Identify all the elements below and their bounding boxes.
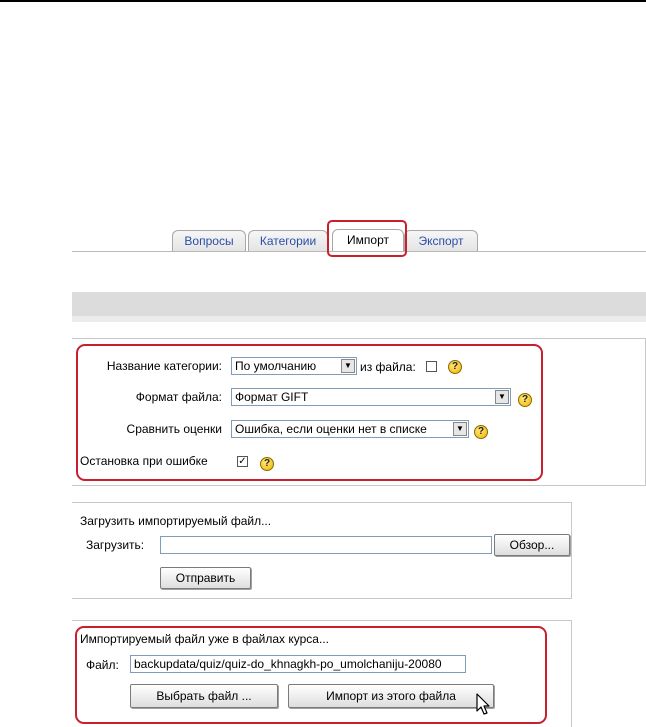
match-grades-select[interactable] (231, 420, 469, 438)
browse-button[interactable]: Обзор... (494, 534, 570, 556)
tab-divider (72, 251, 646, 252)
chevron-down-icon: ▼ (495, 390, 509, 404)
match-grades-label: Сравнить оценки (126, 422, 222, 436)
category-select[interactable] (231, 357, 357, 375)
import-from-file-button[interactable]: Импорт из этого файла (288, 684, 494, 708)
mouse-cursor-icon (476, 693, 492, 717)
help-icon[interactable]: ? (260, 457, 274, 471)
header-bar (72, 292, 646, 316)
header-bar-shadow (72, 316, 646, 322)
chevron-down-icon: ▼ (341, 359, 355, 373)
match-grades-select-value: Ошибка, если оценки нет в списке (235, 422, 427, 436)
upload-heading: Загрузить импортируемый файл... (80, 514, 272, 528)
from-file-label: из файла: (360, 360, 416, 374)
tab-categories[interactable]: Категории (248, 230, 328, 251)
tab-import[interactable]: Импорт (332, 229, 404, 252)
category-select-value: По умолчанию (235, 359, 317, 373)
choose-file-button[interactable]: Выбрать файл ... (130, 684, 278, 708)
match-grades-row (0, 419, 646, 439)
format-row (0, 387, 646, 407)
stop-on-error-row (0, 451, 646, 471)
category-row (0, 356, 646, 376)
category-label: Название категории: (106, 359, 222, 373)
chevron-down-icon: ▼ (453, 422, 467, 436)
format-select-value: Формат GIFT (235, 390, 309, 404)
help-icon[interactable]: ? (448, 360, 462, 374)
course-file-label: Файл: (86, 658, 119, 672)
upload-file-input[interactable] (160, 536, 492, 554)
tab-questions[interactable]: Вопросы (172, 230, 246, 251)
course-file-input[interactable]: backupdata/quiz/quiz-do_khnagkh-po_umolchaniju-20080 (130, 655, 466, 673)
help-icon[interactable]: ? (518, 393, 532, 407)
help-icon[interactable]: ? (474, 425, 488, 439)
tab-bar (0, 226, 646, 256)
upload-label: Загрузить: (86, 538, 145, 552)
submit-button[interactable]: Отправить (160, 567, 251, 589)
tab-export[interactable]: Экспорт (404, 230, 478, 251)
format-label: Формат файла: (135, 390, 222, 404)
course-file-heading: Импортируемый файл уже в файлах курса... (80, 632, 329, 646)
top-border (0, 0, 646, 2)
format-select[interactable] (231, 388, 511, 406)
stop-on-error-label: Остановка при ошибке (80, 454, 208, 468)
from-file-checkbox[interactable] (426, 361, 437, 372)
stop-on-error-checkbox[interactable]: ✓ (238, 456, 247, 467)
